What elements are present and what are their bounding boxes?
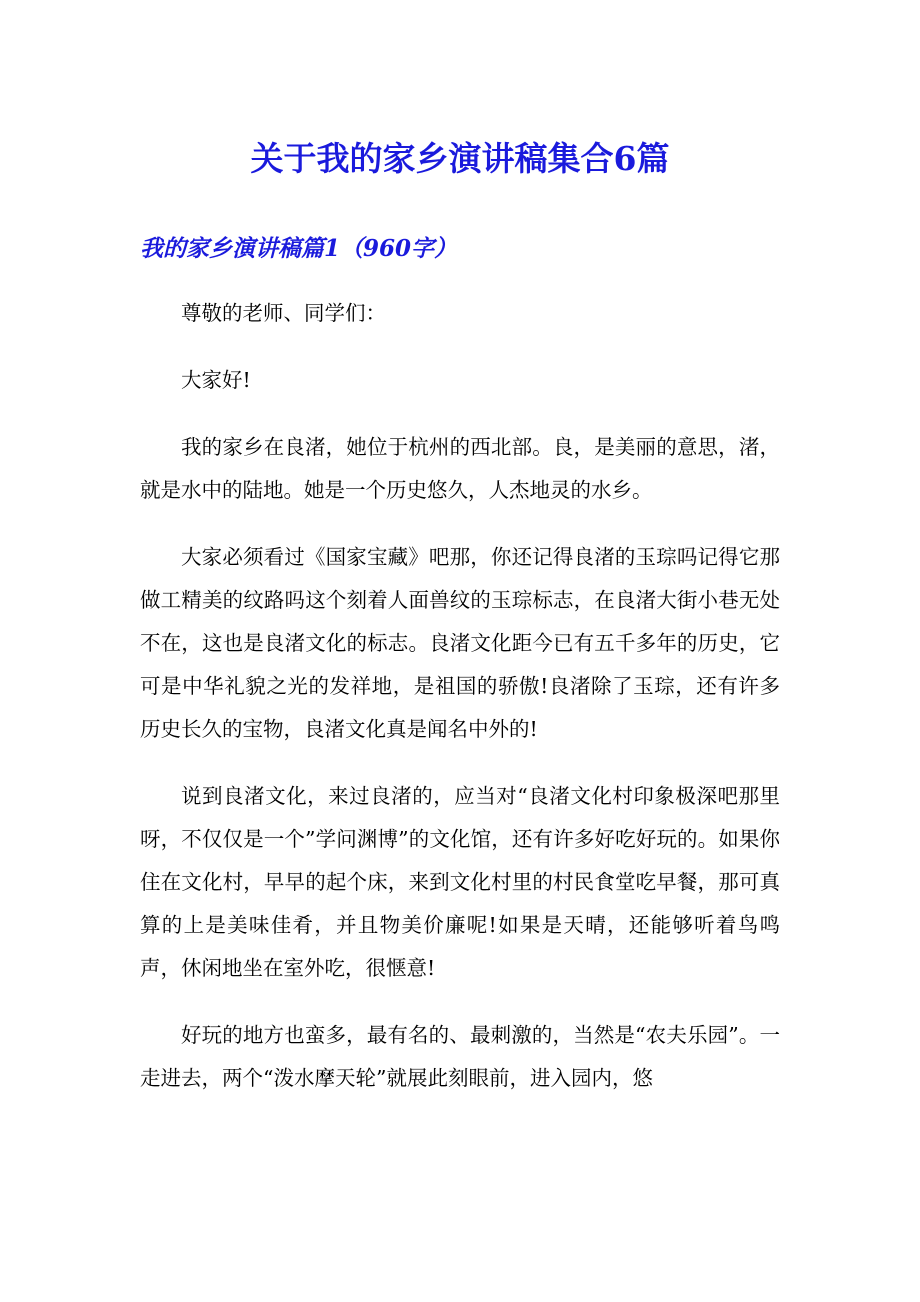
body-paragraph-3: 说到良渚文化，来过良渚的，应当对“良渚文化村印象极深吧那里呀，不仅仅是一个”学问渊博”的文化馆，还有许多好吃好玩的。如果你住在文化村，早早的起个床，来到文化村里的村民食堂吃早餐，那可真算的上是美味佳肴，并且物美价廉呢!如果是天晴，还能够听着鸟鸣声，休闲地坐在室外吃，很惬意! xyxy=(140,784,780,980)
salutation-paragraph: 尊敬的老师、同学们： xyxy=(181,301,386,325)
body-paragraph-4: 好玩的地方也蛮多，最有名的、最刺激的，当然是“农夫乐园”。一走进去，两个“泼水摩天轮”就展此刻眼前，进入园内，悠 xyxy=(140,1023,780,1090)
body-paragraph-2: 大家必须看过《国家宝藏》吧那，你还记得良渚的玉琮吗记得它那做工精美的纹路吗这个刻着人面兽纹的玉琮标志，在良渚大街小巷无处不在，这也是良渚文化的标志。良渚文化距今已有五千多年的历史，它可是中华礼貌之光的发祥地，是祖国的骄傲!良渚除了玉琮，还有许多历史长久的宝物，良渚文化真是闻名中外的! xyxy=(140,545,780,741)
document-title: 关于我的家乡演讲稿集合6篇 xyxy=(250,139,670,178)
document-body xyxy=(140,292,780,1124)
body-paragraph-1: 我的家乡在良渚，她位于杭州的西北部。良，是美丽的意思，渚，就是水中的陆地。她是一个历史悠久，人杰地灵的水乡。 xyxy=(140,435,780,502)
section-heading: 我的家乡演讲稿篇1（960字） xyxy=(140,235,458,262)
greeting-paragraph: 大家好! xyxy=(181,368,251,392)
